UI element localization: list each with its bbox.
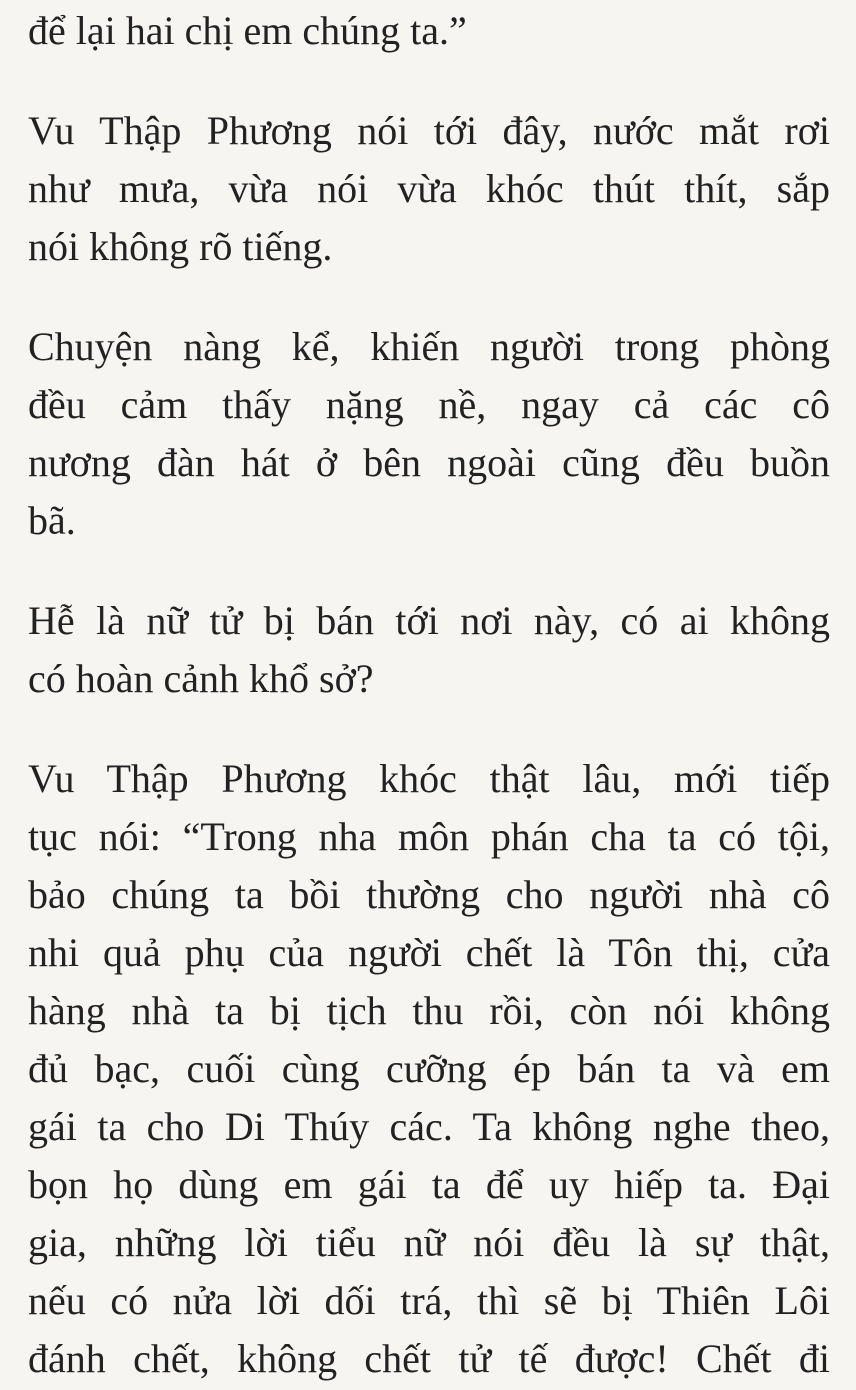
text-line: có hoàn cảnh khổ sở? xyxy=(28,656,374,701)
text-line: Vu Thập Phương khóc thật lâu, mới tiếp xyxy=(28,756,830,801)
paragraph xyxy=(28,592,830,708)
text-line: Chuyện nàng kể, khiến người trong phòng xyxy=(28,324,830,369)
text-line: để lại hai chị em chúng ta.” xyxy=(28,8,467,53)
text-line: gái ta cho Di Thúy các. Ta không nghe theo, xyxy=(28,1104,830,1149)
text-line: Vu Thập Phương nói tới đây, nước mắt rơi xyxy=(28,108,830,153)
text-line: Hễ là nữ tử bị bán tới nơi này, có ai không xyxy=(28,598,830,643)
text-line: nếu có nửa lời dối trá, thì sẽ bị Thiên Lôi xyxy=(28,1278,830,1323)
text-line: nói không rõ tiếng. xyxy=(28,224,333,269)
paragraph xyxy=(28,318,830,550)
text-line: như mưa, vừa nói vừa khóc thút thít, sắp xyxy=(28,166,830,211)
paragraph xyxy=(28,750,830,1388)
text-line: bã. xyxy=(28,498,76,543)
paragraph xyxy=(28,2,830,60)
text-line: hàng nhà ta bị tịch thu rồi, còn nói không xyxy=(28,988,830,1033)
text-line: gia, những lời tiểu nữ nói đều là sự thật, xyxy=(28,1220,830,1265)
text-line: nhi quả phụ của người chết là Tôn thị, cửa xyxy=(28,930,830,975)
text-line: đánh chết, không chết tử tế được! Chết đi xyxy=(28,1336,830,1381)
text-line: bọn họ dùng em gái ta để uy hiếp ta. Đại xyxy=(28,1162,830,1207)
paragraph xyxy=(28,102,830,276)
text-line: nương đàn hát ở bên ngoài cũng đều buồn xyxy=(28,440,830,485)
text-line: đều cảm thấy nặng nề, ngay cả các cô xyxy=(28,382,830,427)
text-line: đủ bạc, cuối cùng cưỡng ép bán ta và em xyxy=(28,1046,830,1091)
text-line: bảo chúng ta bồi thường cho người nhà cô xyxy=(28,872,830,917)
text-line: tục nói: “Trong nha môn phán cha ta có tội, xyxy=(28,814,830,859)
